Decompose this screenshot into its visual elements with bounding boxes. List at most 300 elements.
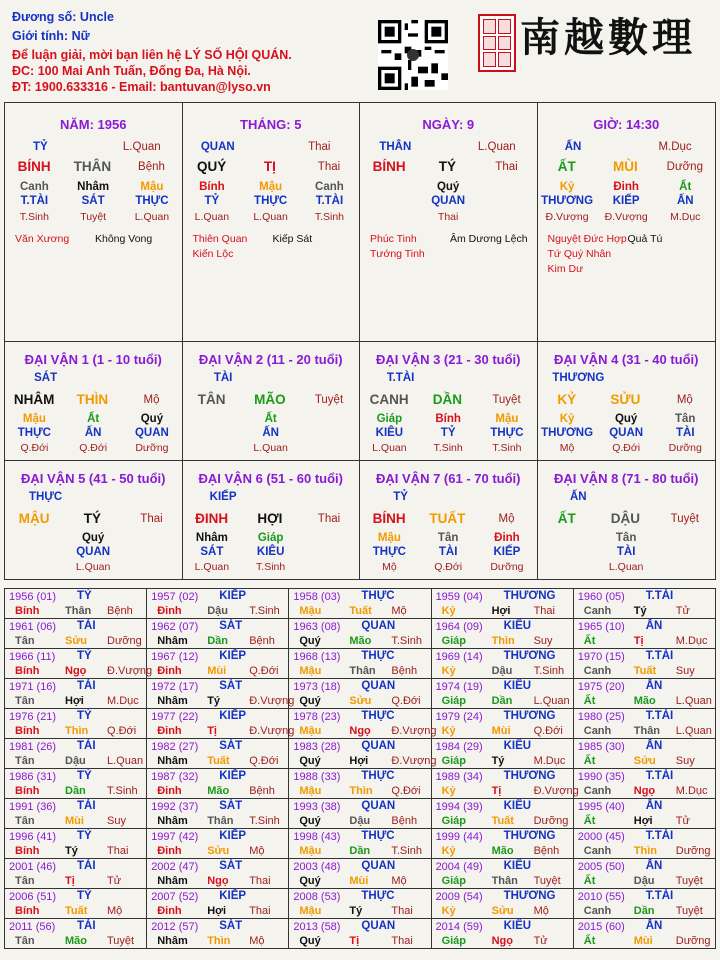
year-row <box>5 889 716 919</box>
year-branch: Dần <box>349 845 371 857</box>
year-cell <box>147 649 289 679</box>
year-branch: Tý <box>349 905 363 917</box>
year-star: KIÊU <box>503 860 532 872</box>
dai-van-title: ĐẠI VẬN 7 (61 - 70 tuổi) <box>376 471 521 486</box>
year-cell-content <box>432 829 573 858</box>
year-label: 1956 (01) <box>9 591 57 603</box>
year-label: 1967 (12) <box>151 651 199 663</box>
hidden-stem: Canh <box>315 181 344 193</box>
dai-van-hidden-star: THỰC <box>490 427 524 439</box>
year-stem: Kỷ <box>441 725 456 737</box>
hidden-star: SÁT <box>81 195 105 207</box>
year-branch: Tý <box>491 755 505 767</box>
year-cell <box>147 679 295 709</box>
year-star: TỶ <box>77 830 92 842</box>
year-label: 1990 (35) <box>577 771 625 783</box>
dai-van-hidden-star: KIÊU <box>256 546 285 558</box>
year-phase: Bệnh <box>107 605 133 617</box>
year-cell-content <box>5 829 146 858</box>
year-label: 1997 (42) <box>151 831 199 843</box>
year-branch: Dậu <box>491 665 513 677</box>
year-cell-content <box>574 709 715 738</box>
year-branch: Sửu <box>65 635 88 647</box>
year-phase: L.Quan <box>675 695 712 707</box>
year-branch: Sửu <box>207 845 230 857</box>
year-branch: Tị <box>207 725 217 737</box>
year-branch: Mùi <box>65 815 84 827</box>
year-cell-content <box>574 739 715 768</box>
dai-van-hidden-stem: Ất <box>87 413 100 425</box>
year-cell <box>289 859 431 889</box>
year-branch: Sửu <box>491 905 514 917</box>
dai-van-6 <box>183 461 361 579</box>
year-phase: Bệnh <box>249 785 275 797</box>
year-branch: Ngọ <box>65 665 87 677</box>
dai-van-hidden-stem: Bính <box>435 413 461 425</box>
dai-van-row-2 <box>5 461 715 579</box>
year-star: THƯƠNG <box>503 650 556 662</box>
year-label: 2013 (58) <box>293 921 341 933</box>
year-branch: Mùi <box>633 935 653 947</box>
heavenly-stem: QUÝ <box>196 159 227 174</box>
red-seal-logo <box>478 14 516 72</box>
year-stem: Quý <box>299 815 321 827</box>
hidden-phase: L.Quan <box>253 211 288 223</box>
year-star: QUAN <box>361 860 396 872</box>
dai-van-hidden-stem: Tân <box>615 532 637 544</box>
year-cell <box>289 919 431 949</box>
year-row <box>5 649 716 679</box>
dai-van-phase: Tuyệt <box>314 394 344 406</box>
year-stem: Bính <box>15 905 40 917</box>
year-stem: Canh <box>583 665 612 677</box>
year-label: 1994 (39) <box>435 801 483 813</box>
hidden-phase: L.Quan <box>134 211 170 223</box>
year-star: ẤN <box>645 740 663 752</box>
year-label: 2012 (57) <box>151 921 199 933</box>
dai-van-hidden-phase: L.Quan <box>194 561 230 573</box>
year-branch: Dậu <box>207 605 228 617</box>
year-label: 2009 (54) <box>435 891 483 903</box>
year-label: 1963 (08) <box>293 621 341 633</box>
hidden-stem: Kỷ <box>559 181 575 193</box>
year-phase: M.Dục <box>533 755 566 767</box>
year-label: 1958 (03) <box>293 591 341 603</box>
year-cell-content <box>289 589 430 618</box>
year-star: THỰC <box>361 890 395 902</box>
year-label: 1982 (27) <box>151 741 199 753</box>
year-phase: Suy <box>533 635 553 647</box>
hidden-star: T.TÀI <box>20 195 49 207</box>
year-label: 1989 (34) <box>435 771 483 783</box>
year-row <box>5 769 716 799</box>
year-cell-content <box>289 739 437 768</box>
year-stem: Đinh <box>157 845 182 857</box>
year-phase: L.Quan <box>107 755 144 767</box>
year-branch: Thân <box>491 875 518 887</box>
year-branch: Mão <box>207 785 230 797</box>
year-label: 2003 (48) <box>293 861 341 873</box>
year-phase: Mộ <box>391 605 407 617</box>
dai-van-hidden-stem: Tân <box>437 532 459 544</box>
year-stem: Đinh <box>157 605 182 617</box>
dai-van-branch: DẦN <box>432 392 462 407</box>
year-cell <box>289 709 437 739</box>
year-cell <box>573 679 715 709</box>
pillar-3 <box>538 103 716 341</box>
year-label: 2006 (51) <box>9 891 57 903</box>
year-branch: Tị <box>633 635 644 647</box>
year-cell-content <box>432 799 573 828</box>
year-star: TÀI <box>77 740 96 752</box>
dai-van-stem: TÂN <box>197 392 226 407</box>
year-branch: Tý <box>633 605 647 617</box>
year-branch: Thân <box>65 605 92 617</box>
pillar-title: THÁNG: 5 <box>240 117 302 132</box>
year-stem: Quý <box>299 635 321 647</box>
year-cell-content <box>432 889 573 918</box>
dai-van-hidden-phase: T.Sinh <box>256 561 286 573</box>
year-phase: Đ.Vượng <box>533 785 579 797</box>
year-cell-content <box>147 709 295 738</box>
year-stem: Kỷ <box>441 665 456 677</box>
hidden-stem: Mậu <box>140 181 164 193</box>
year-label: 1986 (31) <box>9 771 57 783</box>
year-cell <box>5 709 147 739</box>
hidden-star: KIẾP <box>612 195 640 207</box>
year-cell <box>289 619 431 649</box>
special-star-1: Phúc Tinh <box>370 233 417 245</box>
year-stem: Canh <box>583 605 612 617</box>
year-phase: Bệnh <box>391 815 418 827</box>
year-phase: Tử <box>533 935 548 947</box>
year-stem: Giáp <box>441 815 467 827</box>
year-branch: Tuất <box>349 605 372 617</box>
year-cell <box>573 649 715 679</box>
year-phase: Q.Đới <box>249 755 279 767</box>
dai-van-hidden-star: ẤN <box>262 427 279 439</box>
year-phase: T.Sinh <box>391 845 422 857</box>
year-star: THƯƠNG <box>503 770 556 782</box>
year-cell <box>289 829 431 859</box>
year-cell-content <box>289 709 437 738</box>
special-star-1: Thiên Quan <box>192 233 248 245</box>
dai-van-hidden-phase: Dưỡng <box>668 442 702 454</box>
year-cell <box>573 829 715 859</box>
dai-van-phase: Thai <box>140 513 163 525</box>
year-cell <box>5 649 153 679</box>
year-star: ẤN <box>645 680 663 692</box>
year-cell <box>431 709 573 739</box>
special-star-3: Kiến Lộc <box>192 248 234 260</box>
year-phase: Tuyệt <box>675 905 703 917</box>
year-phase: Thai <box>391 905 413 917</box>
year-cell <box>573 709 715 739</box>
year-phase: Q.Đới <box>107 725 137 737</box>
year-cell-content <box>5 859 146 888</box>
year-cell-content <box>432 709 573 738</box>
year-cell-content <box>5 769 146 798</box>
year-branch: Tị <box>491 785 502 797</box>
year-label: 1966 (11) <box>9 651 56 663</box>
hidden-stem: Ất <box>679 181 692 193</box>
year-cell-content <box>574 919 715 948</box>
year-star: THỰC <box>361 650 395 662</box>
year-stem: Ất <box>583 935 596 947</box>
year-label: 1992 (37) <box>151 801 199 813</box>
year-branch: Hợi <box>349 755 369 767</box>
dai-van-hidden-star: TÀI <box>616 546 636 558</box>
year-label: 1999 (44) <box>435 831 483 843</box>
year-label: 1957 (02) <box>151 591 199 603</box>
year-branch: Thìn <box>349 785 373 797</box>
year-star: TỶ <box>77 590 92 602</box>
year-label: 2005 (50) <box>577 861 625 873</box>
year-cell-content <box>432 859 573 888</box>
year-cell <box>147 799 289 829</box>
dai-van-phase: Mộ <box>143 394 160 406</box>
year-phase: T.Sinh <box>107 785 138 797</box>
dai-van-phase: Mộ <box>676 394 693 406</box>
dai-van-hidden-phase: Q.Đới <box>79 442 108 454</box>
dai-van-hidden-star: SÁT <box>200 546 224 558</box>
year-stem: Tân <box>15 935 35 947</box>
year-branch: Ngọ <box>633 785 656 797</box>
year-phase: Suy <box>675 755 695 767</box>
year-star: T.TÀI <box>645 890 674 902</box>
year-cell-content <box>147 919 288 948</box>
dai-van-hidden-star: QUAN <box>76 546 111 558</box>
special-star-2: Âm Dương Lệch <box>450 233 528 245</box>
dai-van-hidden-stem: Mậu <box>495 413 519 425</box>
year-stem: Nhâm <box>157 755 188 767</box>
year-label: 1959 (04) <box>435 591 483 603</box>
year-label: 1991 (36) <box>9 801 57 813</box>
year-row <box>5 709 716 739</box>
year-label: 1971 (16) <box>9 681 57 693</box>
year-cell <box>431 589 573 619</box>
dai-van-hidden-star: QUAN <box>609 427 644 439</box>
chi-star-top: M.Dục <box>658 141 692 153</box>
earthly-branch: TÝ <box>438 159 456 174</box>
year-stem: Tân <box>15 875 35 887</box>
year-phase: Tuyệt <box>675 875 703 887</box>
year-phase: Mộ <box>391 875 407 887</box>
earthly-branch: MÙI <box>612 159 638 174</box>
year-cell-content <box>5 709 146 738</box>
year-cell-content <box>574 679 715 708</box>
year-cell <box>289 889 431 919</box>
year-label: 1998 (43) <box>293 831 341 843</box>
year-phase: Q.Đới <box>391 785 421 797</box>
year-branch: Hợi <box>207 905 227 917</box>
dai-van-hidden-phase: Q.Đới <box>20 442 49 454</box>
year-stem: Giáp <box>441 635 467 647</box>
year-stem: Mậu <box>299 905 322 917</box>
year-star: SÁT <box>219 740 243 752</box>
year-stem: Mậu <box>299 845 322 857</box>
dai-van-star: ẤN <box>570 491 587 503</box>
heavenly-stem: BÍNH <box>17 159 51 174</box>
year-star: ẤN <box>645 800 663 812</box>
year-row <box>5 829 716 859</box>
year-branch: Ngọ <box>207 875 229 887</box>
year-stem: Tân <box>15 695 35 707</box>
can-star: QUAN <box>200 141 235 153</box>
year-stem: Canh <box>583 905 612 917</box>
dai-van-branch: THÌN <box>76 392 109 407</box>
year-cell-content <box>147 889 288 918</box>
year-label: 1985 (30) <box>577 741 625 753</box>
dai-van-branch: HỢI <box>257 511 283 526</box>
year-phase: Bệnh <box>533 845 560 857</box>
year-stem: Canh <box>583 845 612 857</box>
dai-van-hidden-phase: L.Quan <box>253 442 288 454</box>
dai-van-7 <box>360 461 538 579</box>
year-branch: Thân <box>349 665 376 677</box>
year-label: 2014 (59) <box>435 921 483 933</box>
year-star: KIÊU <box>503 740 532 752</box>
dai-van-branch: SỬU <box>610 392 641 407</box>
year-branch: Dần <box>491 695 513 707</box>
year-row <box>5 589 716 619</box>
year-star: TỶ <box>77 890 92 902</box>
year-label: 1964 (09) <box>435 621 483 633</box>
dai-van-hidden-star: THỰC <box>372 546 406 558</box>
year-label: 1996 (41) <box>9 831 57 843</box>
year-star: SÁT <box>219 860 243 872</box>
dai-van-hidden-star: TỶ <box>440 427 456 439</box>
year-cell-content <box>574 589 715 618</box>
year-star: T.TÀI <box>645 830 674 842</box>
year-branch: Dần <box>207 635 228 647</box>
year-phase: Thai <box>249 905 271 917</box>
year-branch: Tý <box>207 695 221 707</box>
year-star: KIẾP <box>219 650 247 662</box>
chart-grid <box>4 102 716 580</box>
year-branch: Sửu <box>633 755 656 767</box>
year-stem: Ất <box>583 815 596 827</box>
four-pillars-row <box>5 103 715 342</box>
year-cell <box>431 859 573 889</box>
year-stem: Ất <box>583 755 596 767</box>
special-star-2: Không Vong <box>95 233 153 245</box>
year-row <box>5 619 716 649</box>
dai-van-row-1 <box>5 342 715 461</box>
dai-van-hidden-phase: T.Sinh <box>433 442 463 454</box>
year-cell-content <box>432 679 573 708</box>
year-label: 2001 (46) <box>9 861 57 873</box>
year-label: 1974 (19) <box>435 681 483 693</box>
year-branch: Dậu <box>633 875 655 887</box>
year-stem: Đinh <box>157 665 182 677</box>
year-stem: Quý <box>299 755 321 767</box>
special-star-1: Văn Xương <box>15 233 70 245</box>
year-cell <box>5 829 147 859</box>
year-star: SÁT <box>219 920 243 932</box>
year-stem: Bính <box>15 845 40 857</box>
year-stem: Đinh <box>157 785 182 797</box>
dai-van-phase: Mộ <box>498 513 515 525</box>
year-stem: Đinh <box>157 905 182 917</box>
year-stem: Kỷ <box>441 605 456 617</box>
year-label: 1979 (24) <box>435 711 483 723</box>
year-phase: Suy <box>675 665 695 677</box>
year-branch: Thìn <box>65 725 89 737</box>
hidden-stem: Đinh <box>613 181 639 193</box>
year-cell <box>573 859 715 889</box>
dai-van-title: ĐẠI VẬN 3 (21 - 30 tuổi) <box>376 352 521 367</box>
year-cell <box>573 589 715 619</box>
year-row <box>5 859 716 889</box>
hidden-stem: Quý <box>436 181 460 193</box>
dai-van-star: TÀI <box>213 372 233 384</box>
year-star: TÀI <box>77 860 96 872</box>
year-stem: Giáp <box>441 695 467 707</box>
dai-van-title: ĐẠI VẬN 8 (71 - 80 tuổi) <box>554 471 699 486</box>
year-label: 2007 (52) <box>151 891 199 903</box>
pillar-title: NGÀY: 9 <box>422 117 475 132</box>
year-stem: Nhâm <box>157 935 188 947</box>
year-cell-content <box>5 799 146 828</box>
year-cell <box>5 619 147 649</box>
year-cell <box>431 799 573 829</box>
year-branch: Ngọ <box>349 725 371 737</box>
year-phase: T.Sinh <box>533 665 565 677</box>
year-branch: Mão <box>491 845 514 857</box>
year-label: 1983 (28) <box>293 741 341 753</box>
year-cell <box>431 619 573 649</box>
year-cell-content <box>574 889 715 918</box>
year-phase: Mộ <box>107 905 123 917</box>
year-cell-content <box>432 769 579 798</box>
dai-van-branch: DẬU <box>610 511 640 526</box>
year-cell <box>431 769 579 799</box>
pillar-title: NĂM: 1956 <box>60 117 127 132</box>
year-phase: Bệnh <box>391 665 418 677</box>
year-star: T.TÀI <box>645 770 674 782</box>
year-cell-content <box>5 919 146 948</box>
dai-van-hidden-stem: Mậu <box>377 532 401 544</box>
dai-van-title: ĐẠI VẬN 1 (1 - 10 tuổi) <box>24 352 162 367</box>
year-star: THƯƠNG <box>503 830 556 842</box>
year-cell <box>573 619 715 649</box>
year-star: ẤN <box>645 920 663 932</box>
address-line: ĐC: 100 Mai Anh Tuấn, Đống Đa, Hà Nội. <box>12 64 251 78</box>
year-cell-content <box>147 649 288 678</box>
year-label: 1976 (21) <box>9 711 57 723</box>
year-branch: Mùi <box>207 665 227 677</box>
hidden-star: THỰC <box>135 195 169 207</box>
dai-van-title: ĐẠI VẬN 6 (51 - 60 tuổi) <box>198 471 343 486</box>
year-phase: Thai <box>249 875 271 887</box>
year-cell-content <box>289 829 430 858</box>
year-stem: Kỷ <box>441 905 456 917</box>
year-phase: Tử <box>675 605 690 617</box>
year-phase: Tuyệt <box>533 875 561 887</box>
year-cell-content <box>574 769 715 798</box>
dai-van-hidden-stem: Mậu <box>22 413 46 425</box>
pillar-title: GIỜ: 14:30 <box>593 117 660 132</box>
year-cell-content <box>5 889 146 918</box>
year-cell <box>147 829 289 859</box>
hidden-stem: Bính <box>199 181 225 193</box>
year-branch: Tuất <box>633 665 657 677</box>
year-cell-content <box>432 589 573 618</box>
year-phase: Mộ <box>249 935 265 947</box>
year-phase: Thai <box>107 845 129 857</box>
special-star-1: Nguyệt Đức Hợp <box>547 233 627 245</box>
